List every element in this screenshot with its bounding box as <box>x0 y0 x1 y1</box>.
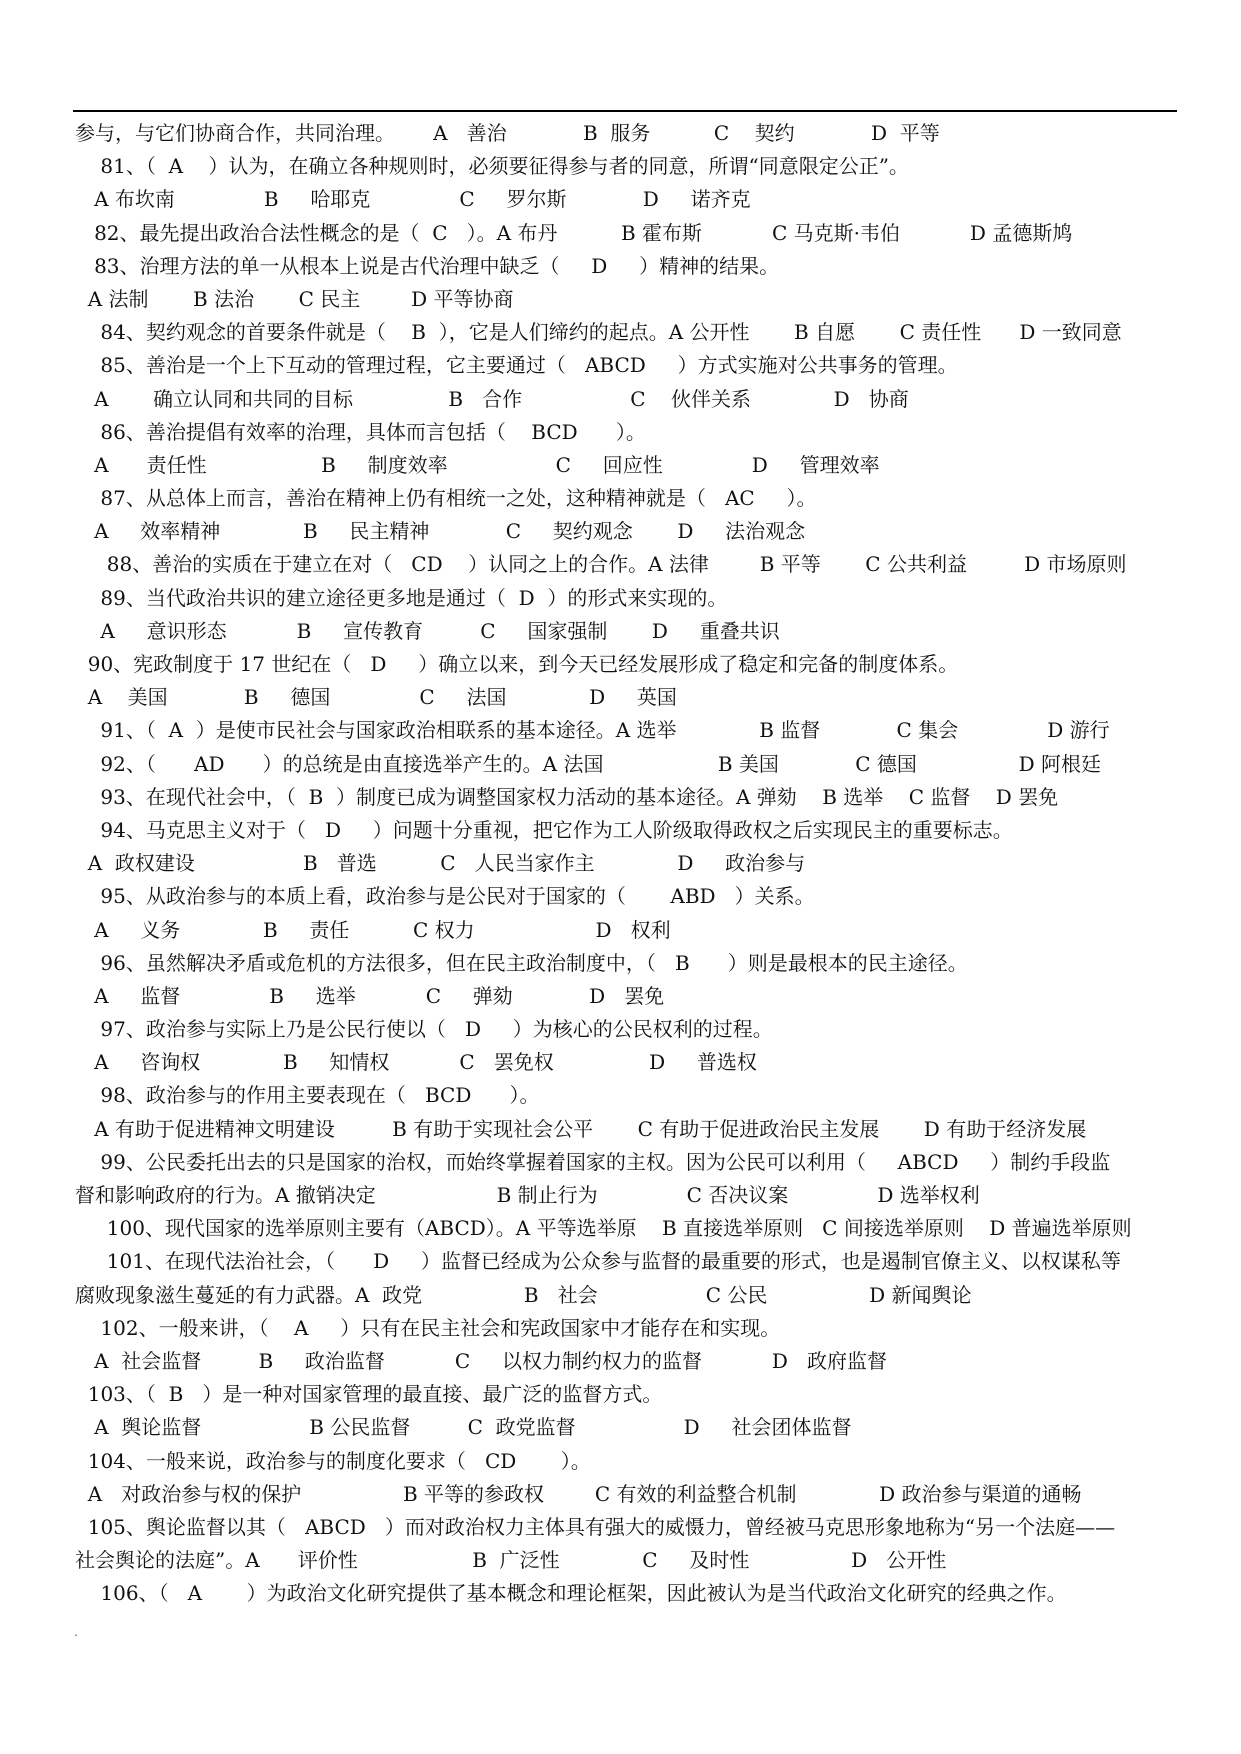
question-101: 101、在现代法治社会，（ D ）监督已经成为公众参与监督的最重要的形式，也是遏制官僚主义、以权谋私等 <box>75 1249 1121 1274</box>
question-99-cont: 督和影响政府的行为。A 撤销决定 B 制止行为 C 否决议案 D 选举权利 <box>75 1183 980 1207</box>
options-86: A 责任性 B 制度效率 C 回应性 D 管理效率 <box>75 452 880 477</box>
question-96: 96、虽然解决矛盾或危机的方法很多，但在民主政治制度中，（ B ）则是最根本的民主途径。 <box>75 950 968 975</box>
footer-mark: . <box>74 1625 78 1639</box>
options-83: A 法制 B 法治 C 民主 D 平等协商 <box>75 286 514 311</box>
options-90: A 美国 B 德国 C 法国 D 英国 <box>75 685 677 710</box>
question-99: 99、公民委托出去的只是国家的治权，而始终掌握着国家的主权。因为公民可以利用（ ABCD ）制约手段监 <box>75 1149 1111 1174</box>
document-body <box>75 117 1185 1610</box>
options-103: A 舆论监督 B 公民监督 C 政党监督 D 社会团体监督 <box>75 1415 852 1440</box>
question-82: 82、最先提出政治合法性概念的是（ C ）。A 布丹 B 霍布斯 C 马克斯·韦伯 D 孟德斯鸠 <box>75 220 1073 245</box>
options-97: A 咨询权 B 知情权 C 罢免权 D 普选权 <box>75 1050 757 1075</box>
options-95: A 义务 B 责任 C 权力 D 权利 <box>75 917 671 942</box>
question-85: 85、善治是一个上下互动的管理过程，它主要通过（ ABCD ）方式实施对公共事务的管理。 <box>75 353 958 378</box>
question-102: 102、一般来讲，（ A ）只有在民主社会和宪政国家中才能存在和实现。 <box>75 1315 781 1340</box>
question-93: 93、在现代社会中，（ B ）制度已成为调整国家权力活动的基本途径。A 弹劾 B 选举 C 监督 D 罢免 <box>75 784 1059 809</box>
options-94: A 政权建设 B 普选 C 人民当家作主 D 政治参与 <box>75 851 806 876</box>
options-89: A 意识形态 B 宣传教育 C 国家强制 D 重叠共识 <box>75 618 780 643</box>
question-100: 100、现代国家的选举原则主要有（ABCD）。A 平等选举原 B 直接选举原则 C 间接选举原则 D 普遍选举原则 <box>75 1216 1132 1241</box>
question-81: 81、（ A ）认为，在确立各种规则时，必须要征得参与者的同意，所谓“同意限定公正”。 <box>75 154 909 179</box>
question-84: 84、契约观念的首要条件就是（ B ），它是人们缔约的起点。A 公开性 B 自愿 C 责任性 D 一致同意 <box>75 320 1122 345</box>
options-102: A 社会监督 B 政治监督 C 以权力制约权力的监督 D 政府监督 <box>75 1348 887 1373</box>
question-92: 92、（ AD ）的总统是由直接选举产生的。A 法国 B 美国 C 德国 D 阿根廷 <box>75 751 1101 776</box>
text-line: 参与，与它们协商合作，共同治理。 A 善治 B 服务 C 契约 D 平等 <box>75 121 940 145</box>
options-98: A 有助于促进精神文明建设 B 有助于实现社会公平 C 有助于促进政治民主发展 D 有助于经济发展 <box>75 1116 1087 1141</box>
question-94: 94、马克思主义对于（ D ）问题十分重视，把它作为工人阶级取得政权之后实现民主的重要标志。 <box>75 817 1013 842</box>
options-96: A 监督 B 选举 C 弹劾 D 罢免 <box>75 983 665 1008</box>
question-106: 106、（ A ）为政治文化研究提供了基本概念和理论框架，因此被认为是当代政治文化研究的经典之作。 <box>75 1581 1067 1606</box>
question-105: 105、舆论监督以其（ ABCD ）而对政治权力主体具有强大的威慑力，曾经被马克思形象地称为“另一个法庭—— <box>75 1514 1116 1539</box>
question-101-cont: 腐败现象滋生蔓延的有力武器。A 政党 B 社会 C 公民 D 新闻舆论 <box>75 1282 972 1307</box>
question-89: 89、当代政治共识的建立途径更多地是通过（ D ）的形式来实现的。 <box>75 585 728 610</box>
question-97: 97、政治参与实际上乃是公民行使以（ D ）为核心的公民权利的过程。 <box>75 1017 773 1042</box>
options-87: A 效率精神 B 民主精神 C 契约观念 D 法治观念 <box>75 519 806 544</box>
question-83: 83、治理方法的单一从根本上说是古代治理中缺乏（ D ）精神的结果。 <box>75 253 780 278</box>
options-104: A 对政治参与权的保护 B 平等的参政权 C 有效的利益整合机制 D 政治参与渠道的通畅 <box>75 1481 1082 1506</box>
question-88: 88、善治的实质在于建立在对（ CD ）认同之上的合作。A 法律 B 平等 C 公共利益 D 市场原则 <box>75 552 1127 577</box>
options-85: A 确立认同和共同的目标 B 合作 C 伙伴关系 D 协商 <box>75 386 909 411</box>
question-104: 104、一般来说，政治参与的制度化要求（ CD ）。 <box>75 1448 591 1473</box>
question-90: 90、宪政制度于 17 世纪在（ D ）确立以来，到今天已经发展形成了稳定和完备的制度体系。 <box>75 652 959 676</box>
question-91: 91、（ A ）是使市民社会与国家政治相联系的基本途径。A 选举 B 监督 C 集会 D 游行 <box>75 718 1110 743</box>
question-103: 103、（ B ）是一种对国家管理的最直接、最广泛的监督方式。 <box>75 1382 663 1407</box>
top-rule <box>73 110 1177 112</box>
options-81: A 布坎南 B 哈耶克 C 罗尔斯 D 诺齐克 <box>75 187 751 212</box>
question-86: 86、善治提倡有效率的治理，具体而言包括（ BCD ）。 <box>75 419 646 444</box>
question-98: 98、政治参与的作用主要表现在（ BCD ）。 <box>75 1083 540 1108</box>
question-95: 95、从政治参与的本质上看，政治参与是公民对于国家的（ ABD ）关系。 <box>75 884 815 909</box>
question-105-cont: 社会舆论的法庭”。A 评价性 B 广泛性 C 及时性 D 公开性 <box>75 1548 947 1573</box>
question-87: 87、从总体上而言，善治在精神上仍有相统一之处，这种精神就是（ AC ）。 <box>75 486 817 511</box>
